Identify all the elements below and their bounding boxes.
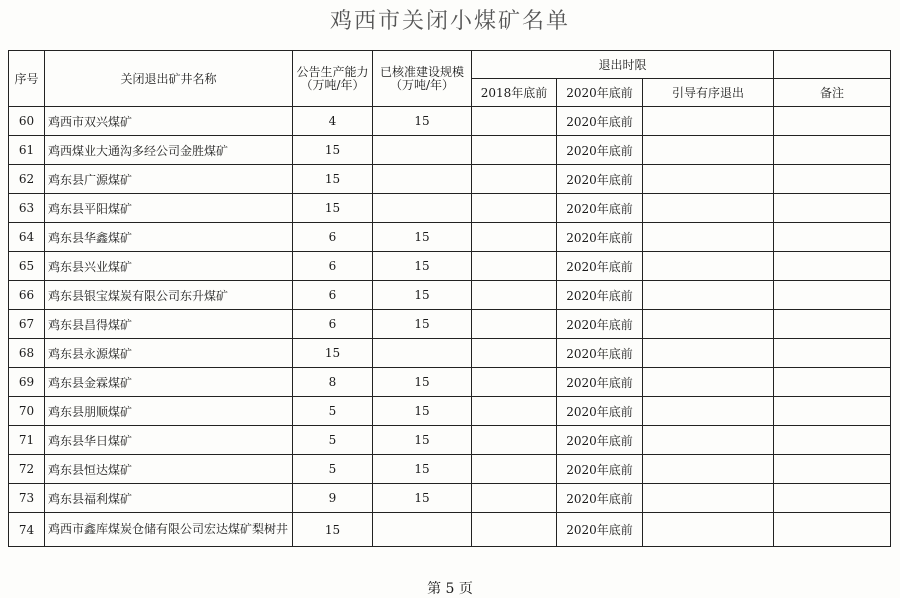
y2020-cell: 2020年底前 xyxy=(557,281,643,310)
page-title: 鸡西市关闭小煤矿名单 xyxy=(329,9,570,34)
guided-cell xyxy=(643,426,774,455)
approved-cell xyxy=(373,194,472,223)
y2020-cell: 2020年底前 xyxy=(557,194,643,223)
seq-cell: 73 xyxy=(9,484,45,513)
approved-cell: 15 xyxy=(373,484,472,513)
name-cell: 鸡东县华日煤矿 xyxy=(45,426,293,455)
header-approved: 已核准建设规模 （万吨/年） xyxy=(373,51,472,107)
approved-cell: 15 xyxy=(373,397,472,426)
capacity-cell: 8 xyxy=(293,368,373,397)
y2020-cell: 2020年底前 xyxy=(557,165,643,194)
remarks-cell xyxy=(774,165,891,194)
remarks-cell xyxy=(774,513,891,547)
capacity-cell: 5 xyxy=(293,426,373,455)
guided-cell xyxy=(643,368,774,397)
y2020-cell: 2020年底前 xyxy=(557,484,643,513)
seq-cell: 67 xyxy=(9,310,45,339)
y2020-cell: 2020年底前 xyxy=(557,339,643,368)
name-cell: 鸡西市双兴煤矿 xyxy=(45,107,293,136)
remarks-cell xyxy=(774,426,891,455)
name-cell: 鸡西煤业大通沟多经公司金胜煤矿 xyxy=(45,136,293,165)
y2018-cell xyxy=(472,194,557,223)
capacity-cell: 5 xyxy=(293,397,373,426)
seq-cell: 72 xyxy=(9,455,45,484)
table-row xyxy=(9,484,891,513)
name-cell: 鸡东县朋顺煤矿 xyxy=(45,397,293,426)
seq-cell: 63 xyxy=(9,194,45,223)
seq-cell: 66 xyxy=(9,281,45,310)
approved-cell: 15 xyxy=(373,252,472,281)
table-row xyxy=(9,252,891,281)
table-row xyxy=(9,397,891,426)
guided-cell xyxy=(643,252,774,281)
remarks-cell xyxy=(774,223,891,252)
seq-cell: 74 xyxy=(9,513,45,547)
header-remarks: 备注 xyxy=(774,79,891,107)
approved-cell: 15 xyxy=(373,223,472,252)
y2020-cell: 2020年底前 xyxy=(557,310,643,339)
y2020-cell: 2020年底前 xyxy=(557,513,643,547)
header-exit-period: 退出时限 xyxy=(472,51,774,79)
remarks-cell xyxy=(774,310,891,339)
remarks-cell xyxy=(774,368,891,397)
remarks-cell xyxy=(774,252,891,281)
capacity-cell: 15 xyxy=(293,136,373,165)
name-cell: 鸡西市鑫库煤炭仓储有限公司宏达煤矿梨树井 xyxy=(45,513,293,547)
guided-cell xyxy=(643,281,774,310)
guided-cell xyxy=(643,223,774,252)
guided-cell xyxy=(643,455,774,484)
name-cell: 鸡东县恒达煤矿 xyxy=(45,455,293,484)
approved-cell xyxy=(373,339,472,368)
seq-cell: 68 xyxy=(9,339,45,368)
table-row xyxy=(9,107,891,136)
y2018-cell xyxy=(472,310,557,339)
header-name: 关闭退出矿井名称 xyxy=(45,51,293,107)
header-guided: 引导有序退出 xyxy=(643,79,774,107)
table-row xyxy=(9,281,891,310)
y2020-cell: 2020年底前 xyxy=(557,426,643,455)
y2018-cell xyxy=(472,281,557,310)
capacity-cell: 4 xyxy=(293,107,373,136)
guided-cell xyxy=(643,107,774,136)
table-row xyxy=(9,368,891,397)
guided-cell xyxy=(643,397,774,426)
table-body xyxy=(9,107,891,547)
capacity-cell: 15 xyxy=(293,339,373,368)
header-blank-top xyxy=(774,51,891,79)
y2018-cell xyxy=(472,223,557,252)
header-2020: 2020年底前 xyxy=(557,79,643,107)
capacity-cell: 5 xyxy=(293,455,373,484)
table-row xyxy=(9,513,891,547)
capacity-cell: 6 xyxy=(293,252,373,281)
remarks-cell xyxy=(774,136,891,165)
page-number: 第 5 页 xyxy=(427,581,473,597)
seq-cell: 61 xyxy=(9,136,45,165)
remarks-cell xyxy=(774,455,891,484)
table-row xyxy=(9,136,891,165)
y2018-cell xyxy=(472,484,557,513)
y2020-cell: 2020年底前 xyxy=(557,368,643,397)
capacity-cell: 15 xyxy=(293,165,373,194)
capacity-cell: 9 xyxy=(293,484,373,513)
approved-cell: 15 xyxy=(373,281,472,310)
approved-cell xyxy=(373,136,472,165)
name-cell: 鸡东县兴业煤矿 xyxy=(45,252,293,281)
remarks-cell xyxy=(774,194,891,223)
y2018-cell xyxy=(472,136,557,165)
name-cell: 鸡东县永源煤矿 xyxy=(45,339,293,368)
y2020-cell: 2020年底前 xyxy=(557,136,643,165)
approved-cell: 15 xyxy=(373,368,472,397)
approved-cell: 15 xyxy=(373,310,472,339)
guided-cell xyxy=(643,513,774,547)
table-row xyxy=(9,426,891,455)
seq-cell: 65 xyxy=(9,252,45,281)
y2020-cell: 2020年底前 xyxy=(557,252,643,281)
name-cell: 鸡东县银宝煤炭有限公司东升煤矿 xyxy=(45,281,293,310)
name-cell: 鸡东县广源煤矿 xyxy=(45,165,293,194)
name-cell: 鸡东县华鑫煤矿 xyxy=(45,223,293,252)
approved-cell xyxy=(373,513,472,547)
header-seq: 序号 xyxy=(9,51,45,107)
approved-cell xyxy=(373,165,472,194)
guided-cell xyxy=(643,194,774,223)
table-row xyxy=(9,310,891,339)
table-row xyxy=(9,223,891,252)
y2018-cell xyxy=(472,368,557,397)
y2018-cell xyxy=(472,165,557,194)
y2018-cell xyxy=(472,513,557,547)
coal-mine-table xyxy=(8,50,891,547)
seq-cell: 70 xyxy=(9,397,45,426)
capacity-cell: 6 xyxy=(293,310,373,339)
seq-cell: 69 xyxy=(9,368,45,397)
y2018-cell xyxy=(472,426,557,455)
header-2018: 2018年底前 xyxy=(472,79,557,107)
name-cell: 鸡东县平阳煤矿 xyxy=(45,194,293,223)
guided-cell xyxy=(643,310,774,339)
header-capacity: 公告生产能力 （万吨/年） xyxy=(293,51,373,107)
guided-cell xyxy=(643,339,774,368)
capacity-cell: 15 xyxy=(293,513,373,547)
remarks-cell xyxy=(774,484,891,513)
capacity-cell: 15 xyxy=(293,194,373,223)
table-row xyxy=(9,339,891,368)
y2020-cell: 2020年底前 xyxy=(557,455,643,484)
capacity-cell: 6 xyxy=(293,223,373,252)
name-cell: 鸡东县昌得煤矿 xyxy=(45,310,293,339)
y2020-cell: 2020年底前 xyxy=(557,223,643,252)
approved-cell: 15 xyxy=(373,455,472,484)
table-row xyxy=(9,165,891,194)
y2018-cell xyxy=(472,339,557,368)
seq-cell: 62 xyxy=(9,165,45,194)
y2018-cell xyxy=(472,252,557,281)
remarks-cell xyxy=(774,397,891,426)
remarks-cell xyxy=(774,107,891,136)
capacity-cell: 6 xyxy=(293,281,373,310)
guided-cell xyxy=(643,136,774,165)
y2018-cell xyxy=(472,107,557,136)
table-row xyxy=(9,455,891,484)
seq-cell: 60 xyxy=(9,107,45,136)
remarks-cell xyxy=(774,281,891,310)
guided-cell xyxy=(643,165,774,194)
approved-cell: 15 xyxy=(373,426,472,455)
name-cell: 鸡东县福利煤矿 xyxy=(45,484,293,513)
guided-cell xyxy=(643,484,774,513)
seq-cell: 71 xyxy=(9,426,45,455)
seq-cell: 64 xyxy=(9,223,45,252)
y2018-cell xyxy=(472,455,557,484)
name-cell: 鸡东县金霖煤矿 xyxy=(45,368,293,397)
table-row xyxy=(9,194,891,223)
y2018-cell xyxy=(472,397,557,426)
y2020-cell: 2020年底前 xyxy=(557,397,643,426)
remarks-cell xyxy=(774,339,891,368)
y2020-cell: 2020年底前 xyxy=(557,107,643,136)
approved-cell: 15 xyxy=(373,107,472,136)
